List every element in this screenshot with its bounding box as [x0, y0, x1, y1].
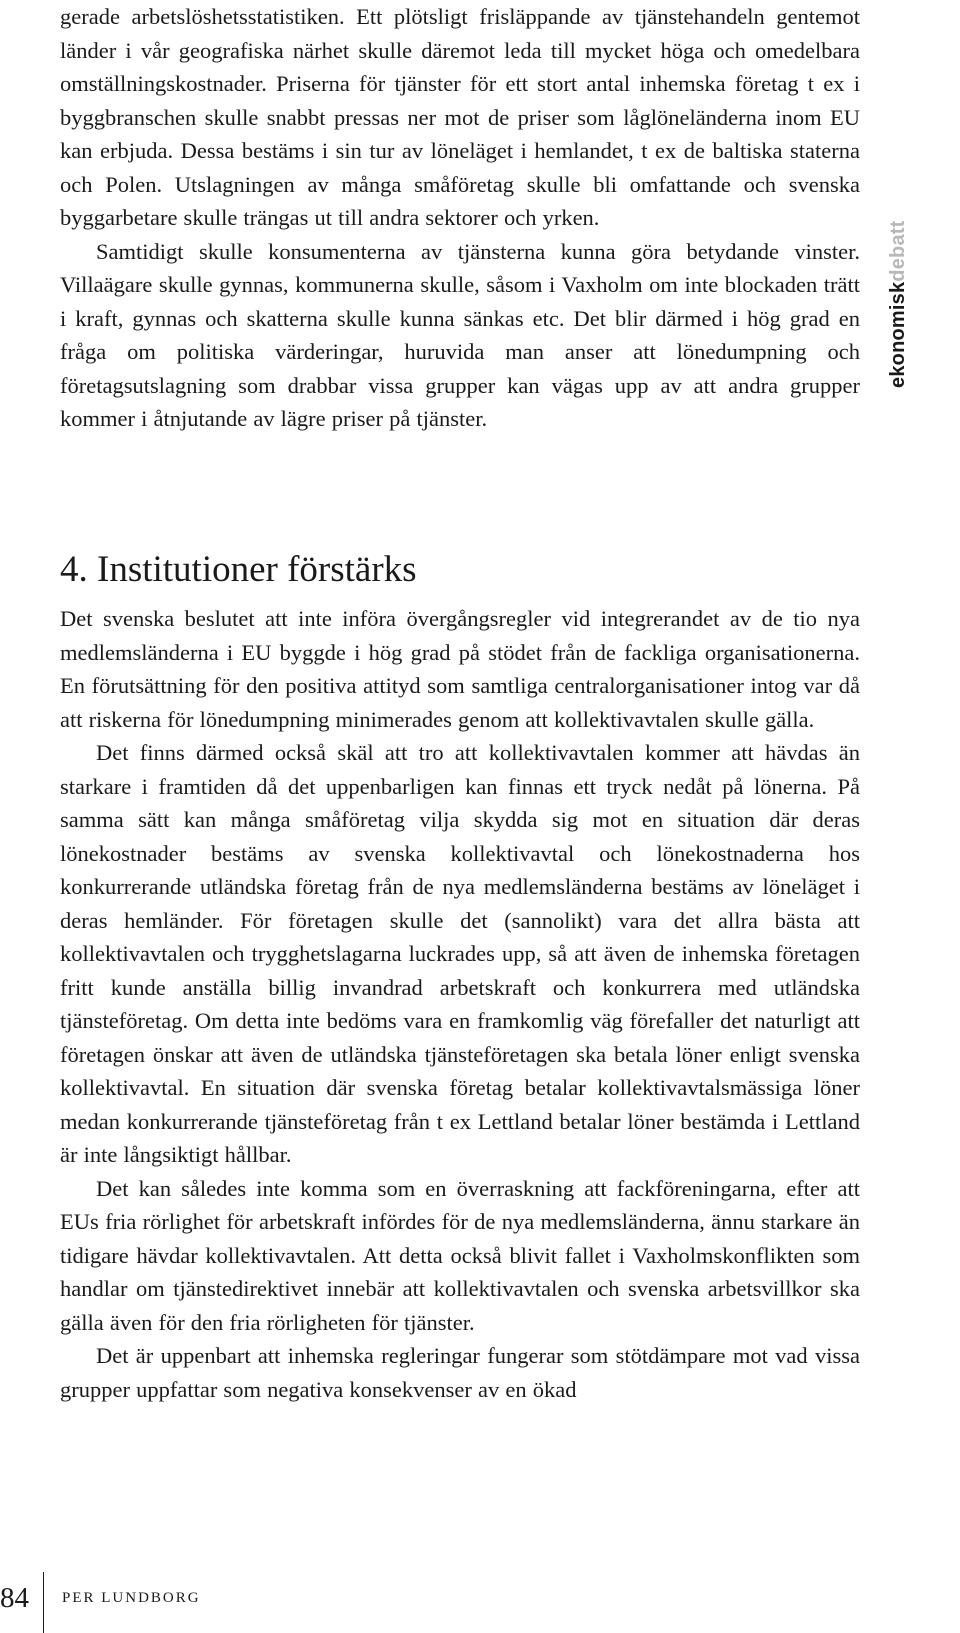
continued-text: [60, 0, 860, 436]
body-paragraph: Samtidigt skulle konsumenterna av tjänsterna kunna göra betydande vinster. Villaägare skulle gynnas, kommunerna skulle, såsom i Vaxholm om inte blockaden trätt i kraft, gynnas och skatterna skulle kunna sänkas etc. Det blir därmed i hög grad en fråga om politiska värderingar, huruvida man anser att lönedumpning och företagsutslagning som drabbar vissa grupper kan vägas upp av att andra grupper kommer i åtnjutande av lägre priser på tjänster.: [60, 238, 860, 431]
section-institutioner: [60, 544, 860, 1406]
body-paragraph: Det finns därmed också skäl att tro att kollektivavtalen kommer att hävdas än starkare i framtiden då det uppenbarligen kan finnas ett tryck nedåt på lönerna. På samma sätt kan många småföretag vilja skydda sig mot en situation där deras lönekostnader bestäms av svenska kollektivavtal och lönekostnaderna hos konkurrerande utländska företag från de nya medlemsländerna bestäms av löneläget i deras hemländer. För företagen skulle det (sannolikt) vara det allra bästa att kollektivavtalen och trygghetslagarna luckrades upp, så att även de inhemska företagen fritt kunde anställa billig invandrad arbetskraft och konkurrera med utländska tjänsteföretag. Om detta inte bedöms vara en framkomlig väg förefaller det naturligt att företagen önskar att även de utländska tjänsteföretagen ska betala löner enligt svenska kollektivavtal. En situation där svenska företag betalar kollektivavtalsmässiga löner medan konkurrerande tjänsteföretag från t ex Lettland betalar löner bestämda i Lettland är inte långsiktigt hållbar.: [60, 740, 860, 1167]
body-paragraph: gerade arbetslöshetsstatistiken. Ett plötsligt frisläppande av tjänstehandeln gentemot länder i vår geografiska närhet skulle däremot leda till mycket höga och omedelbara omställningskostnader. Priserna för tjänster för ett stort antal inhemska företag t ex i byggbranschen skulle snabbt pressas ner mot de priser som låglöneländerna inom EU kan erbjuda. Dessa bestäms i sin tur av löneläget i hemlandet, t ex de baltiska staterna och Polen. Utslagningen av många småföretag skulle bli omfattande och svenska byggarbetare skulle trängas ut till andra sektorer och yrken.: [60, 4, 860, 230]
body-paragraph: Det svenska beslutet att inte införa övergångsregler vid integrerandet av de tio nya medlemsländerna i EU byggde i hög grad på stödet från de fackliga organisationerna. En förutsättning för den positiva attityd som samtliga centralorganisationer intog var då att riskerna för lönedumpning minimerades genom att kollektivavtalen skulle gälla.: [60, 606, 860, 732]
body-paragraph: Det är uppenbart att inhemska regleringar fungerar som stötdämpare mot vad vissa grupper uppfattar som negativa konsekvenser av en ökad: [60, 1343, 860, 1402]
section-heading: 4. Institutioner förstärks: [60, 549, 417, 590]
body-paragraph: Det kan således inte komma som en överraskning att fackföreningarna, efter att EUs fria rörlighet för arbetskraft infördes för de nya medlemsländerna, ännu starkare än tidigare hävdar kollektivavtalen. Att detta också blivit fallet i Vaxholmskonflikten som handlar om tjänstedirektivet innebär att kollektivavtalen och svenska arbetsvillkor ska gälla även för den fria rörligheten för tjänster.: [60, 1175, 860, 1335]
brand-ekonomisk: ekonomisk: [887, 281, 909, 388]
page-number: 84: [0, 1582, 29, 1614]
running-footer-author: PER LUNDBORG: [62, 1590, 201, 1606]
journal-brand-vertical: [887, 221, 910, 389]
brand-debatt: debatt: [887, 220, 909, 282]
footer-divider: [43, 1572, 44, 1633]
